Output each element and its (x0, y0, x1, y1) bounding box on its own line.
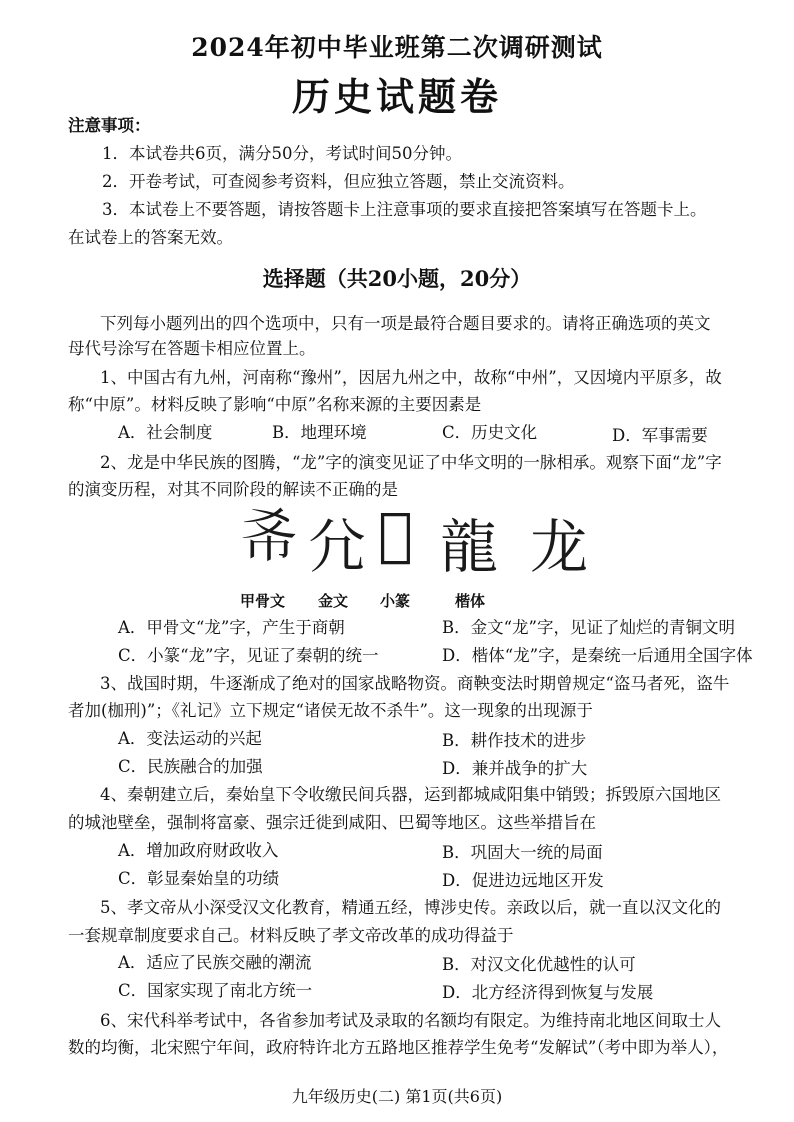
question-1-option-a: A．社会制度 (118, 423, 213, 442)
question-5-option-a: A．适应了民族交融的潮流 (118, 953, 312, 972)
question-4-option-a: A．增加政府财政收入 (118, 841, 279, 860)
question-2-option-d: D．楷体“龙”字，是秦统一后通用全国字体 (442, 646, 753, 665)
label-small-seal: 小篆 (380, 592, 411, 610)
question-5-stem: 5、孝文帝从小深受汉文化教育，精通五经，博涉史传。亲政以后，就一直以汉文化的 (100, 898, 721, 917)
label-regular: 楷体 (455, 592, 486, 610)
question-5-option-c: C．国家实现了南北方统一 (118, 981, 313, 1000)
question-2-option-a: A．甲骨文“龙”字，产生于商朝 (118, 618, 345, 637)
question-2-option-c: C．小篆“龙”字，见证了秦朝的统一 (118, 646, 379, 665)
question-6-stem: 6、宋代科举考试中，各省参加考试及录取的名额均有限定。为维持南北地区间取士人 (100, 1011, 721, 1030)
question-2-stem: 2、龙是中华民族的图腾，“龙”字的演变见证了中华文明的一脉相承。观察下面“龙”字 (100, 453, 722, 472)
question-6-stem: 数的均衡，北宋熙宁年间，政府特许北方五路地区推荐学生免考“发解试”（考中即为举人）， (68, 1038, 729, 1057)
label-oracle-bone: 甲骨文 (240, 592, 286, 610)
exam-subtitle: 历史试题卷 (291, 74, 502, 119)
note-item: 3．本试卷上不要答题，请按答题卡上注意事项的要求直接把答案填写在答题卡上。 (102, 200, 707, 219)
question-4-stem: 的城池壁垒，强制将富豪、强宗迁徙到咸阳、巴蜀等地区。这些举措旨在 (68, 813, 596, 832)
note-item: 在试卷上的答案无效。 (68, 228, 233, 247)
section-intro: 母代号涂写在答题卡相应位置上。 (68, 339, 316, 358)
section-intro: 下列每小题列出的四个选项中，只有一项是最符合题目要求的。请将正确选项的英文 (100, 314, 711, 333)
question-3-option-d: D．兼并战争的扩大 (442, 759, 588, 778)
question-1-stem: 1、中国古有九州，河南称“豫州”，因居九州之中，故称“中州”，又因境内平原多，故 (100, 368, 722, 387)
question-2-option-b: B．金文“龙”字，见证了灿烂的青铜文明 (442, 618, 735, 637)
question-1-option-c: C．历史文化 (442, 423, 538, 442)
notes-heading: 注意事项： (68, 116, 151, 135)
exam-title: 2024年初中毕业班第二次调研测试 (191, 33, 603, 62)
question-4-stem: 4、秦朝建立后，秦始皇下令收缴民间兵器，运到都城咸阳集中销毁；拆毁原六国地区 (100, 785, 721, 804)
question-3-option-a: A．变法运动的兴起 (118, 729, 262, 748)
question-4-option-d: D．促进边远地区开发 (442, 871, 604, 890)
question-1-stem: 称“中原”。材料反映了影响“中原”名称来源的主要因素是 (68, 395, 482, 414)
glyph-small-seal: 𧆞 (378, 500, 413, 568)
note-item: 1．本试卷共6页，满分50分，考试时间50分钟。 (102, 144, 462, 163)
question-4-option-b: B．巩固大一统的局面 (442, 843, 603, 862)
question-3-stem: 者加(枷刑)”；《礼记》立下规定“诸侯无故不杀牛”。这一现象的出现源于 (68, 701, 593, 720)
question-1-option-b: B．地理环境 (272, 423, 367, 442)
page-footer: 九年级历史(二) 第1页(共6页) (291, 1087, 503, 1106)
question-2-stem: 的演变历程，对其不同阶段的解读不正确的是 (68, 480, 398, 499)
question-3-option-b: B．耕作技术的进步 (442, 731, 587, 750)
glyph-oracle-bone: 𢁫 (240, 503, 299, 571)
question-5-option-d: D．北方经济得到恢复与发展 (442, 983, 654, 1002)
glyph-regular-simplified: 龙 (530, 513, 589, 581)
dragon-character-evolution (240, 500, 620, 580)
question-5-stem: 一套规章制度要求自己。材料反映了孝文帝改革的成功得益于 (68, 926, 514, 945)
question-5-option-b: B．对汉文化优越性的认可 (442, 955, 636, 974)
question-1-option-d: D．军事需要 (612, 426, 708, 445)
question-3-stem: 3、战国时期，牛逐渐成了绝对的国家战略物资。商鞅变法时期曾规定“盗马者死，盗牛 (100, 674, 730, 693)
glyph-regular-traditional: 龍 (440, 513, 499, 581)
glyph-bronze: 𡯂 (308, 513, 367, 581)
section-title: 选择题（共20小题，20分） (262, 266, 532, 291)
question-3-option-c: C．民族融合的加强 (118, 757, 263, 776)
label-bronze: 金文 (318, 592, 349, 610)
note-item: 2．开卷考试，可查阅参考资料，但应独立答题，禁止交流资料。 (102, 172, 575, 191)
question-4-option-c: C．彰显秦始皇的功绩 (118, 869, 280, 888)
